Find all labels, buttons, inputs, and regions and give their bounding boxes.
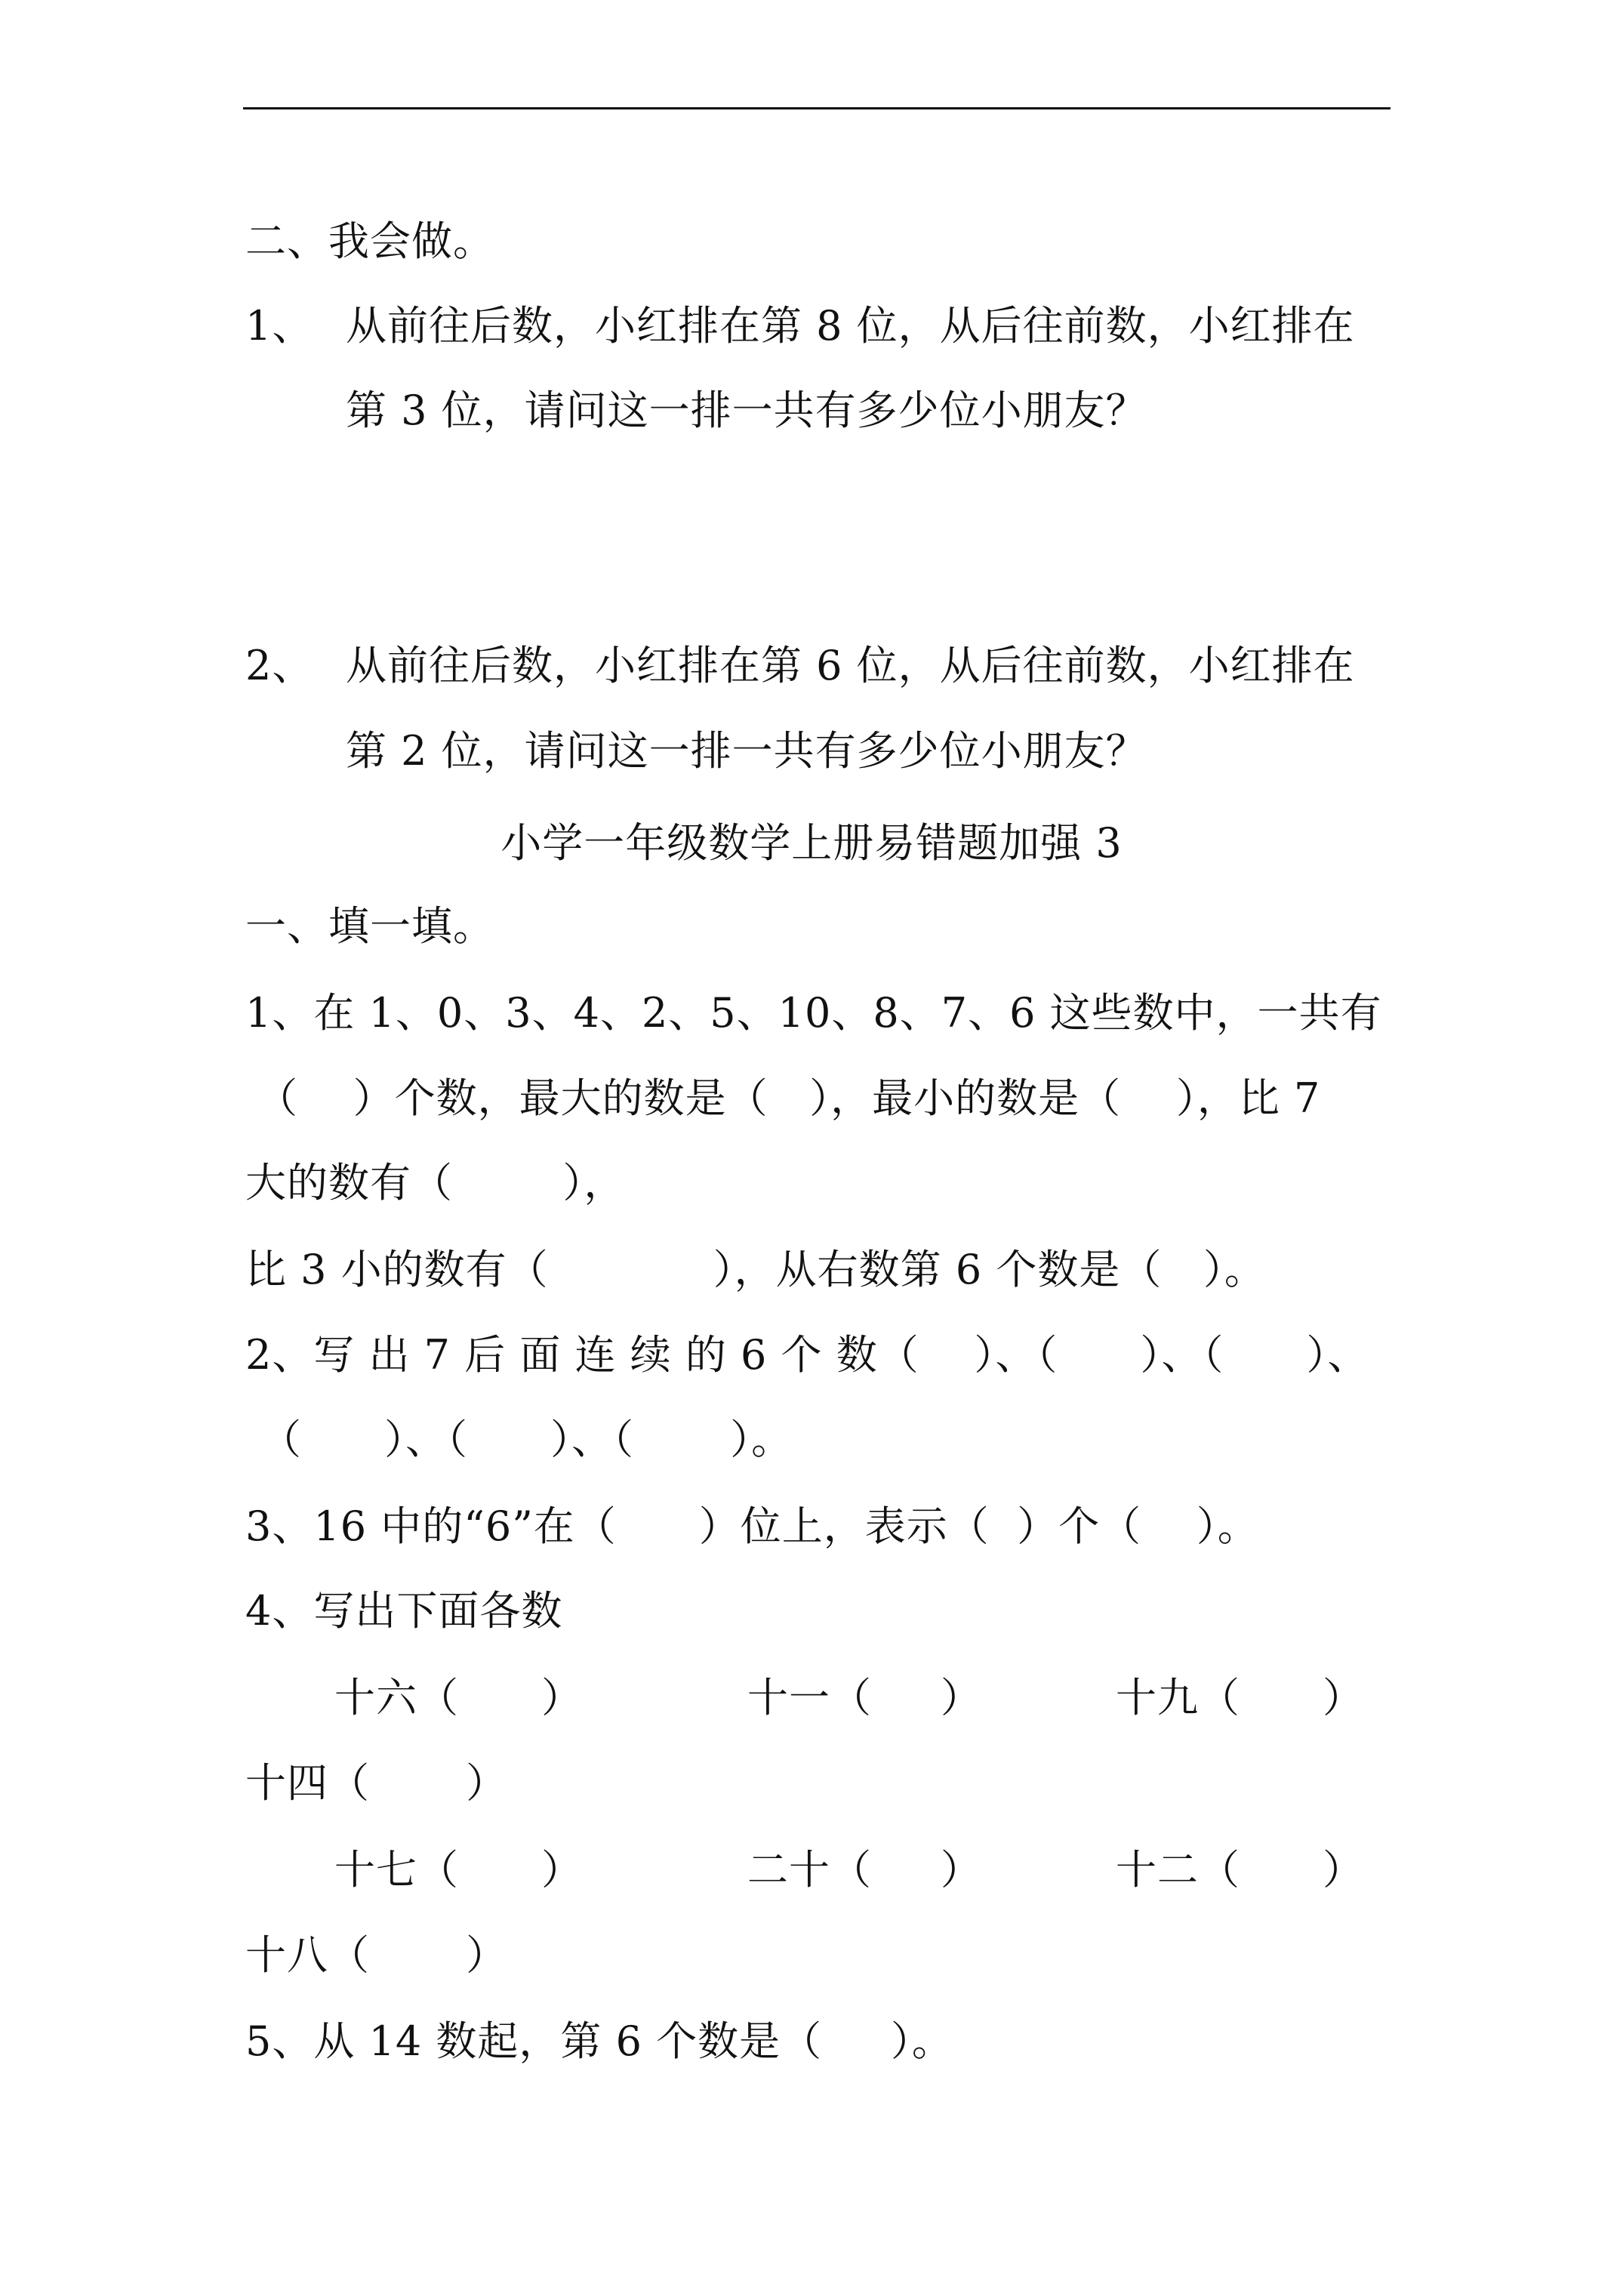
- question-1-line-1: 从前往后数，小红排在第 8 位，从后往前数，小红排在: [346, 302, 1355, 350]
- worksheet-title: 小学一年级数学上册易错题加强 3: [500, 819, 1123, 867]
- question-2-line-2: 第 2 位，请问这一排一共有多少位小朋友？: [346, 727, 1147, 775]
- item-4-row-1-wrap: 十四（ ）: [245, 1759, 508, 1807]
- question-2-line-1: 从前往后数，小红排在第 6 位，从后往前数，小红排在: [346, 642, 1355, 689]
- item-4-row-2-wrap: 十八（ ）: [245, 1931, 508, 1979]
- item-4-row-1-b: 十一（ ）: [747, 1674, 982, 1721]
- item-5-line-1: 5、从 14 数起，第 6 个数是（ ）。: [245, 2017, 953, 2065]
- question-1-number: 1、: [245, 302, 314, 350]
- item-4-row-2-b: 二十（ ）: [747, 1846, 982, 1894]
- item-4-heading: 4、写出下面各数: [245, 1587, 563, 1635]
- item-1-line-2: （ ）个数，最大的数是（ ），最小的数是（ ），比 7: [257, 1074, 1321, 1122]
- item-4-row-1-a: 十六（ ）: [334, 1674, 583, 1721]
- item-4-row-1-c: 十九（ ）: [1116, 1674, 1364, 1721]
- item-2-line-2: （ ）、（ ）、（ ）。: [260, 1416, 793, 1463]
- item-1-line-1: 1、在 1、0、3、4、2、5、10、8、7、6 这些数中，一共有: [245, 989, 1382, 1037]
- section-1-heading: 一、填一填。: [245, 902, 494, 950]
- item-2-line-1: 2、写 出 7 后 面 连 续 的 6 个 数（ ）、（ ）、（ ）、: [245, 1331, 1369, 1379]
- item-3-line-1: 3、16 中的“6”在（ ）位上，表示（ ）个（ ）。: [245, 1502, 1259, 1550]
- question-2-number: 2、: [245, 642, 314, 689]
- item-1-line-4: 比 3 小的数有（ ），从右数第 6 个数是（ ）。: [245, 1246, 1266, 1293]
- question-1-line-2: 第 3 位，请问这一排一共有多少位小朋友？: [346, 387, 1147, 434]
- item-4-row-2-c: 十二（ ）: [1116, 1846, 1364, 1894]
- item-1-line-3: 大的数有（ ），: [245, 1159, 626, 1207]
- item-4-row-2-a: 十七（ ）: [334, 1846, 583, 1894]
- header-rule: [243, 107, 1390, 109]
- section-2-heading: 二、我会做。: [245, 217, 494, 265]
